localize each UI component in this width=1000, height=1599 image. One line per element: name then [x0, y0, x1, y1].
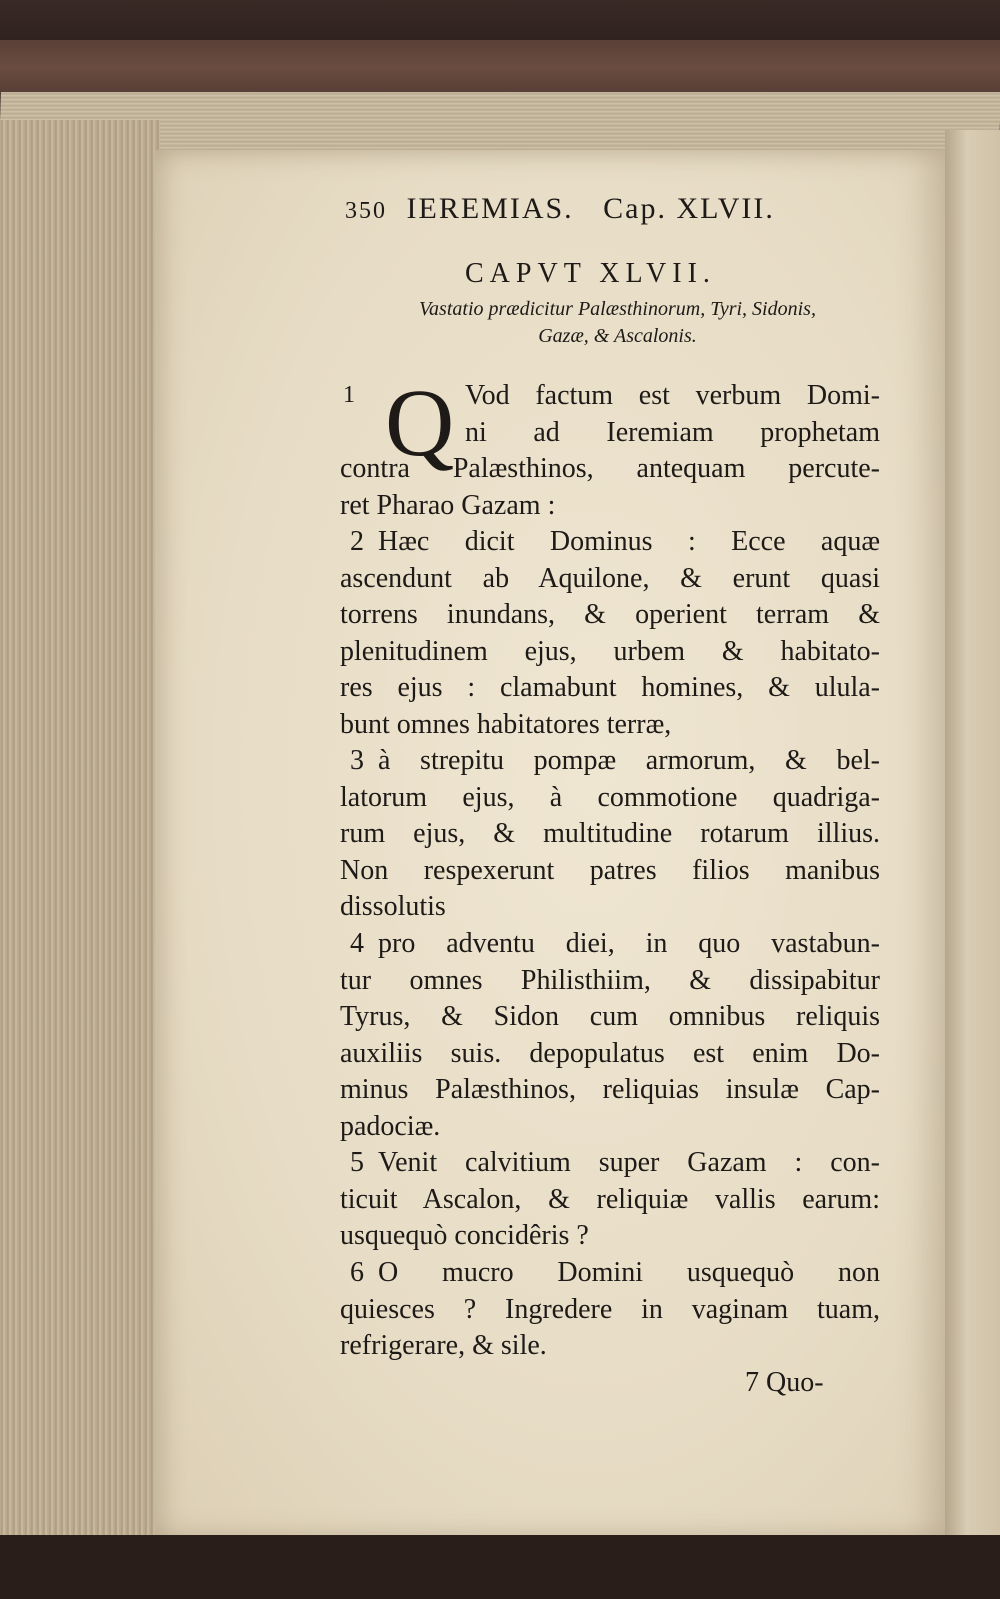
verse-line: quiesces ? Ingredere in vaginam tuam,	[340, 1293, 880, 1325]
verse-number: 1	[343, 382, 355, 408]
drop-cap: Q	[385, 369, 455, 476]
verse-line: tur omnes Philisthiim, & dissipabitur	[340, 964, 880, 996]
verse-line: usquequò concidêris ?	[340, 1220, 589, 1251]
verse-line: padociæ.	[340, 1110, 441, 1142]
catchword: 7 Quo-	[745, 1367, 824, 1398]
verse-line: ticuit Ascalon, & reliquiæ vallis earum:	[340, 1183, 880, 1215]
page-block-right-edge	[945, 130, 1000, 1570]
verse-line: ni ad Ieremiam prophetam	[465, 416, 880, 448]
verse-6	[340, 1255, 880, 1365]
verse-line: 3 à strepitu pompæ armorum, & bel-	[350, 745, 880, 776]
chapter-reference: Cap. XLVII.	[603, 192, 775, 225]
chapter-summary	[345, 296, 890, 350]
verse-line: minus Palæsthinos, reliquias insulæ Cap-	[340, 1074, 880, 1105]
verse-number: 5	[350, 1147, 364, 1178]
verse-line: rum ejus, & multitudine rotarum illius.	[340, 818, 880, 849]
verse-number: 2	[350, 526, 364, 557]
verse-number: 4	[350, 928, 364, 959]
verse-line: 5 Venit calvitium super Gazam : con-	[350, 1147, 880, 1178]
summary-line: Vastatio prædicitur Palæsthinorum, Tyri, Sidonis,	[419, 298, 816, 320]
verse-line: refrigerare, & sile.	[340, 1330, 547, 1361]
verse-line: Tyrus, & Sidon cum omnibus reliquis	[340, 1001, 880, 1032]
verse-number: 3	[350, 745, 364, 776]
chapter-title: CAPVT XLVII.	[465, 258, 716, 289]
verse-line: Vod factum est verbum Domi-	[465, 380, 880, 411]
verse-3	[340, 743, 880, 926]
verse-line: ascendunt ab Aquilone, & erunt quasi	[340, 562, 880, 594]
verse-line: contra Palæsthinos, antequam percute-	[340, 453, 880, 484]
verse-1-lead	[465, 378, 880, 451]
verse-line: Non respexerunt patres filios manibus	[340, 854, 880, 886]
verse-1-body	[340, 451, 880, 524]
verse-4	[340, 926, 880, 1145]
summary-line: Gazæ, & Ascalonis.	[538, 325, 697, 347]
running-head	[345, 192, 885, 230]
verse-line: torrens inundans, & operient terram &	[340, 599, 880, 630]
page-block-left-edge	[0, 120, 160, 1540]
verse-line: plenitudinem ejus, urbem & habitato-	[340, 635, 880, 667]
verse-number: 6	[350, 1257, 364, 1288]
verse-2	[340, 524, 880, 743]
page-number: 350	[345, 198, 387, 224]
verse-line: 4 pro adventu diei, in quo vastabun-	[350, 928, 880, 959]
book-title: IEREMIAS.	[406, 192, 574, 225]
verse-line: 2 Hæc dicit Dominus : Ecce aquæ	[350, 526, 880, 557]
verse-line: 6 O mucro Domini usquequò non	[350, 1257, 880, 1288]
verse-5	[340, 1145, 880, 1255]
verse-line: dissolutis	[340, 891, 446, 922]
background-bottom	[0, 1535, 1000, 1599]
verse-line: latorum ejus, à commotione quadriga-	[340, 781, 880, 813]
verse-line: ret Pharao Gazam :	[340, 489, 556, 521]
verse-line: auxiliis suis. depopulatus est enim Do-	[340, 1037, 880, 1069]
verse-line: res ejus : clamabunt homines, & ulula-	[340, 672, 880, 703]
verse-line: bunt omnes habitatores terræ,	[340, 708, 672, 740]
